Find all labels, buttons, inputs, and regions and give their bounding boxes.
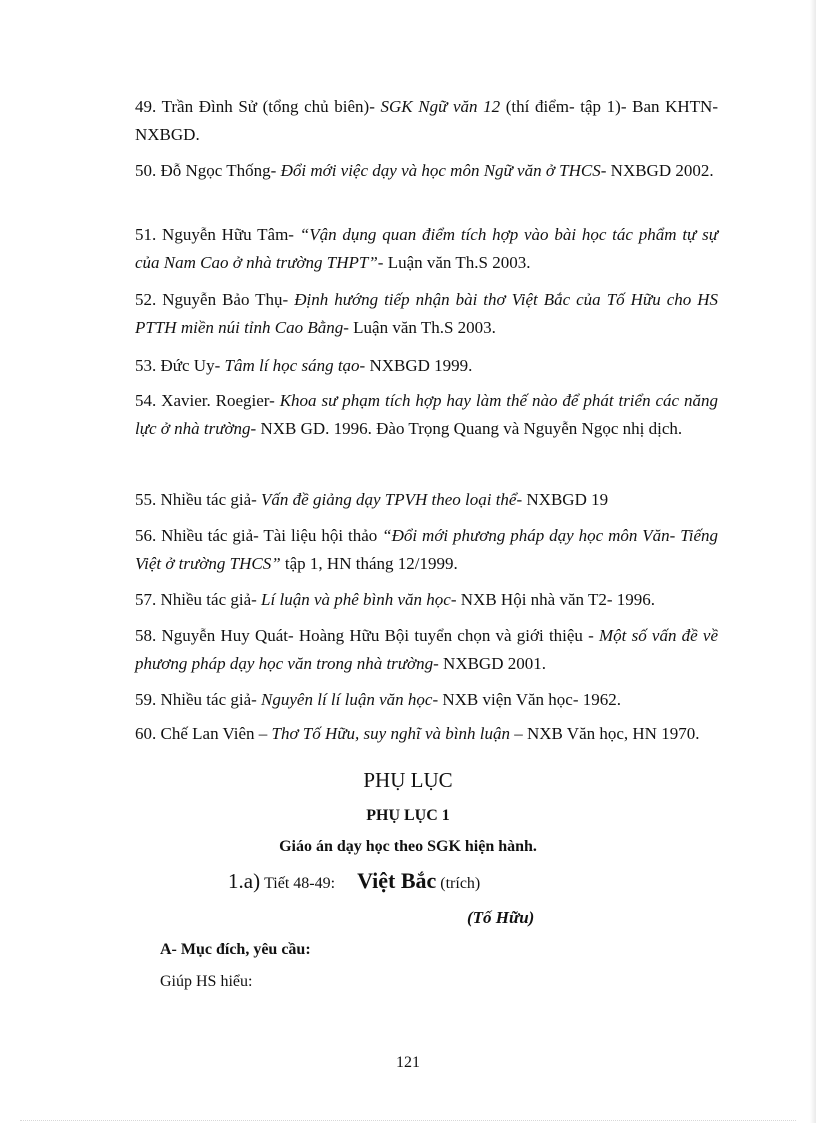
reference-53 xyxy=(135,352,718,380)
lesson-author: (Tố Hữu) xyxy=(467,908,535,927)
ref-rest: - NXBGD 2001. xyxy=(433,654,546,673)
lesson-prefix: 1.a) xyxy=(228,869,261,893)
appendix-heading: PHỤ LỤC xyxy=(363,768,453,792)
ref-num: 56. xyxy=(135,526,157,545)
ref-author: Nhiều tác giả- Tài liệu hội thảo xyxy=(161,526,378,545)
ref-title: Tâm lí học sáng tạo xyxy=(224,356,360,375)
intro-text: Giúp HS hiểu: xyxy=(160,973,253,990)
ref-rest: - NXB GD. 1996. Đào Trọng Quang và Nguyễn Ngọc nhị dịch. xyxy=(250,419,683,438)
ref-num: 52. xyxy=(135,290,157,309)
ref-num: 58. xyxy=(135,626,157,645)
lesson-title-line xyxy=(228,868,480,894)
page-bottom-divider xyxy=(20,1120,796,1121)
ref-rest: - NXBGD 1999. xyxy=(359,356,473,375)
ref-author: Đỗ Ngọc Thống- xyxy=(160,161,277,180)
ref-num: 50. xyxy=(135,161,157,180)
ref-title: Nguyên lí lí luận văn học xyxy=(261,690,433,709)
ref-title: Đổi mới việc dạy và học môn Ngữ văn ở THCS xyxy=(280,161,601,180)
ref-num: 57. xyxy=(135,590,157,609)
appendix-caption: Giáo án dạy học theo SGK hiện hành. xyxy=(279,838,537,855)
ref-author: Xavier. Roegier- xyxy=(161,391,275,410)
ref-rest: - NXBGD 2002. xyxy=(600,161,714,180)
ref-author: Nhiều tác giả- xyxy=(160,590,257,609)
ref-num: 59. xyxy=(135,690,157,709)
reference-55 xyxy=(135,486,718,514)
ref-rest: - Luận văn Th.S 2003. xyxy=(377,253,531,272)
page-edge-shadow xyxy=(810,0,816,1123)
ref-title: Vấn đề giảng dạy TPVH theo loại thể xyxy=(261,490,517,509)
ref-author: Đức Uy- xyxy=(160,356,221,375)
ref-rest: - NXBGD 19 xyxy=(516,490,609,509)
ref-num: 53. xyxy=(135,356,157,375)
ref-rest: - NXB Hội nhà văn T2- 1996. xyxy=(450,590,655,609)
page-number: 121 xyxy=(396,1054,420,1071)
ref-title: Định hướng tiếp nhận bài thơ Việt Bắc của Tố Hữu cho HS PTTH miền núi tỉnh Cao Bằng xyxy=(135,290,719,337)
appendix-subheading: PHỤ LỤC 1 xyxy=(366,807,450,824)
ref-rest: - Luận văn Th.S 2003. xyxy=(343,318,496,337)
ref-author: Nhiều tác giả- xyxy=(160,690,257,709)
reference-56 xyxy=(135,522,718,578)
ref-num: 60. xyxy=(135,724,157,743)
ref-rest: – NXB Văn học, HN 1970. xyxy=(514,724,700,743)
reference-49 xyxy=(135,93,718,149)
section-a-heading: A- Mục đích, yêu cầu: xyxy=(160,941,311,958)
reference-59 xyxy=(135,686,718,714)
ref-title: SGK Ngữ văn 12 xyxy=(380,97,501,116)
ref-author: Nguyễn Huy Quát- Hoàng Hữu Bội tuyển chọn và giới thiệu - xyxy=(161,626,594,645)
ref-num: 55. xyxy=(135,490,157,509)
ref-author: Trần Đình Sử (tổng chủ biên)- xyxy=(161,97,375,116)
ref-title: “Vận dụng quan điểm tích hợp vào bài học tác phẩm tự sự của Nam Cao ở nhà trường THPT” xyxy=(135,225,718,272)
ref-author: Nguyễn Hữu Tâm- xyxy=(162,225,294,244)
reference-60 xyxy=(135,722,718,746)
ref-title: Thơ Tố Hữu, suy nghĩ và bình luận xyxy=(271,724,510,743)
ref-num: 54. xyxy=(135,391,157,410)
ref-author: Nguyễn Bảo Thụ- xyxy=(162,290,289,309)
ref-rest: tập 1, HN tháng 12/1999. xyxy=(284,554,458,573)
ref-rest: (thí điểm- tập 1)- Ban KHTN- NXBGD. xyxy=(135,97,718,144)
reference-50 xyxy=(135,157,718,185)
lesson-title: Việt Bắc xyxy=(357,868,437,893)
ref-title: Một số vấn đề về phương pháp dạy học văn trong nhà trường xyxy=(135,626,718,673)
reference-54 xyxy=(135,387,718,443)
reference-51 xyxy=(135,221,718,277)
ref-rest: - NXB viện Văn học- 1962. xyxy=(432,690,621,709)
ref-num: 51. xyxy=(135,225,157,244)
ref-title: Khoa sư phạm tích hợp hay làm thế nào để phát triển các năng lực ở nhà trường xyxy=(135,391,719,438)
ref-num: 49. xyxy=(135,97,157,116)
reference-57 xyxy=(135,586,718,614)
ref-author: Nhiều tác giả- xyxy=(160,490,257,509)
lesson-period: Tiết 48-49: xyxy=(264,875,336,892)
ref-title: “Đổi mới phương pháp dạy học môn Văn- Tiếng Việt ở trường THCS” xyxy=(135,526,719,573)
ref-title: Lí luận và phê bình văn học xyxy=(261,590,451,609)
ref-author: Chế Lan Viên – xyxy=(160,724,268,743)
reference-58 xyxy=(135,622,718,678)
reference-52 xyxy=(135,286,718,342)
lesson-note: (trích) xyxy=(440,875,481,892)
